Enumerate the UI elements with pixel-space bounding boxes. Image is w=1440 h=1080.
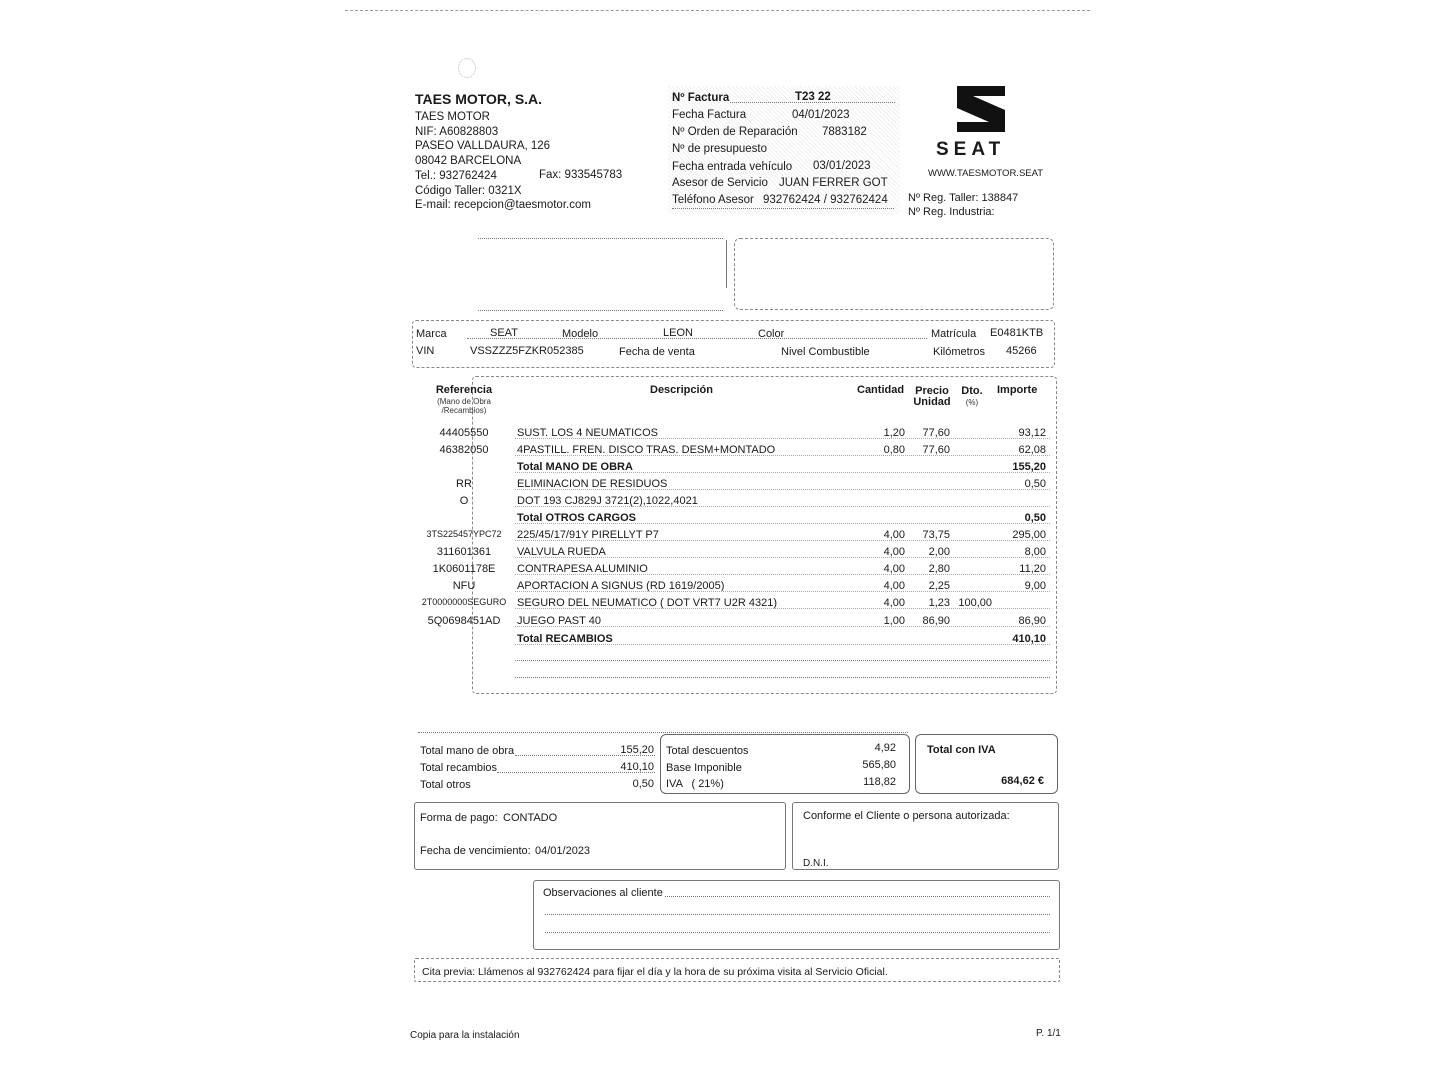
- advisor-phone: 932762424 / 932762424: [763, 194, 888, 206]
- item-desc: VALVULA RUEDA: [517, 546, 606, 558]
- item-ref: NFU: [452, 580, 476, 592]
- leader-dots: [497, 772, 655, 773]
- leader-dots: [545, 914, 1050, 915]
- invoice-date-label: Fecha Factura: [672, 109, 747, 121]
- item-amount: 93,12: [1018, 427, 1046, 439]
- leader-dots: [515, 626, 1050, 627]
- iva: 118,82: [863, 776, 896, 788]
- item-desc: Total MANO DE OBRA: [517, 461, 633, 473]
- item-ref: 5Q0698451AD: [427, 615, 501, 627]
- item-desc: DOT 193 CJ829J 3721(2),1022,4021: [517, 495, 698, 507]
- leader-dots: [515, 574, 1050, 575]
- item-desc: JUEGO PAST 40: [517, 615, 601, 627]
- col-header-dto: Dto.: [961, 385, 983, 397]
- item-desc: CONTRAPESA ALUMINIO: [517, 563, 648, 575]
- reg-industria: Nº Reg. Industria:: [908, 206, 995, 218]
- reg-taller: Nº Reg. Taller: 138847: [908, 192, 1019, 204]
- item-amount: 410,10: [1012, 633, 1046, 645]
- item-desc: SUST. LOS 4 NEUMATICOS: [517, 427, 658, 439]
- scan-mark: [458, 58, 476, 78]
- total-con-iva: 684,62 €: [1001, 775, 1044, 787]
- leader-dots: [515, 644, 1050, 645]
- item-qty: 1,00: [883, 615, 905, 627]
- combustible-label: Nivel Combustible: [781, 346, 870, 358]
- item-desc: APORTACION A SIGNUS (RD 1619/2005): [517, 580, 725, 592]
- conforme-label: Conforme el Cliente o persona autorizada:: [803, 810, 1010, 822]
- col-header-price: Unidad: [913, 396, 951, 408]
- item-amount: 62,08: [1018, 444, 1046, 456]
- company-details: [415, 110, 591, 213]
- item-unit-price: 77,60: [922, 444, 950, 456]
- forma-pago-label: Forma de pago:: [420, 812, 498, 824]
- vehicle-entry-date: 03/01/2023: [813, 160, 871, 172]
- invoice-date: 04/01/2023: [792, 109, 850, 121]
- marca-label: Marca: [416, 328, 447, 340]
- totals-top-line: [418, 732, 908, 733]
- leader-dots: [515, 677, 1050, 678]
- total-mano-obra: 155,20: [620, 744, 654, 756]
- col-header-ref-sub: (Mano de Obra: [437, 397, 491, 406]
- advisor-phone-label: Teléfono Asesor: [672, 194, 754, 206]
- item-ref: RR: [456, 478, 472, 490]
- item-unit-price: 2,80: [928, 563, 950, 575]
- company-name: TAES MOTOR, S.A.: [415, 91, 543, 107]
- item-desc: SEGURO DEL NEUMATICO ( DOT VRT7 U2R 4321): [517, 597, 777, 609]
- item-qty: 4,00: [883, 546, 905, 558]
- color-label: Color: [758, 328, 785, 340]
- item-ref: 46382050: [439, 444, 489, 456]
- col-header-price: Precio: [915, 385, 949, 397]
- leader-dots: [515, 438, 1050, 439]
- forma-pago: CONTADO: [503, 812, 558, 824]
- col-header-dto: (%): [965, 398, 979, 407]
- total-descuentos-label: Total descuentos: [666, 745, 749, 757]
- item-unit-price: 2,00: [928, 546, 950, 558]
- col-header-ref-sub: /Recambios): [441, 406, 487, 415]
- footer-copy: Copia para la instalación: [410, 1030, 520, 1041]
- brand-website: WWW.TAESMOTOR.SEAT: [928, 168, 1044, 179]
- item-ref: 311601361: [436, 546, 492, 558]
- customer-box-top: [478, 238, 723, 239]
- item-qty: 4,00: [883, 529, 905, 541]
- item-amount: 11,20: [1019, 563, 1046, 575]
- item-unit-price: 73,75: [922, 529, 950, 541]
- item-desc: 225/45/17/91Y PIRELLYT P7: [517, 529, 659, 541]
- brand-name: SEAT: [936, 139, 1006, 160]
- leader-dots: [515, 472, 1050, 473]
- company-line: Código Taller: 0321X: [415, 184, 522, 197]
- km-label: Kilómetros: [933, 346, 985, 358]
- item-amount: 0,50: [1024, 478, 1046, 490]
- col-header-ref: Referencia: [435, 384, 493, 396]
- company-line: E-mail: recepcion@taesmotor.com: [415, 199, 591, 212]
- leader-dots: [515, 523, 1050, 524]
- item-desc: ELIMINACION DE RESIDUOS: [517, 478, 668, 490]
- leader-dots: [515, 591, 1050, 592]
- item-amount: 0,50: [1024, 512, 1046, 524]
- leader-dots: [515, 755, 655, 756]
- total-otros: 0,50: [632, 778, 654, 790]
- leader-dots: [515, 660, 1050, 661]
- leader-dots: [515, 506, 1050, 507]
- dni-label: D.N.I.: [803, 858, 829, 869]
- item-qty: 4,00: [883, 597, 905, 609]
- total-mano-obra-label: Total mano de obra: [420, 745, 515, 757]
- item-desc: Total RECAMBIOS: [517, 633, 613, 645]
- marca: SEAT: [490, 327, 518, 339]
- item-unit-price: 86,90: [922, 615, 950, 627]
- modelo: LEON: [663, 327, 693, 339]
- matricula-label: Matrícula: [931, 328, 977, 340]
- service-advisor-label: Asesor de Servicio: [672, 177, 768, 189]
- repair-order-label: Nº Orden de Reparación: [672, 126, 798, 138]
- leader-dots: [515, 455, 1050, 456]
- item-qty: 0,80: [883, 444, 905, 456]
- repair-order: 7883182: [822, 126, 867, 138]
- col-header-qty: Cantidad: [857, 384, 905, 396]
- fecha-venta-label: Fecha de venta: [619, 346, 695, 358]
- page-number: P. 1/1: [1036, 1028, 1061, 1039]
- company-line: 08042 BARCELONA: [415, 155, 522, 168]
- company-line: TAES MOTOR: [415, 111, 490, 123]
- customer-address-box: [734, 238, 1054, 310]
- item-amount: 8,00: [1024, 546, 1046, 558]
- company-line: NIF: A60828803: [415, 125, 499, 138]
- item-unit-price: 2,25: [928, 580, 950, 592]
- leader-dots: [515, 540, 1050, 541]
- modelo-label: Modelo: [562, 328, 599, 340]
- item-qty: 4,00: [883, 580, 905, 592]
- total-descuentos: 4,92: [874, 742, 896, 754]
- total-recambios-label: Total recambios: [420, 762, 498, 774]
- company-fax: Fax: 933545783: [539, 169, 623, 181]
- item-amount: 9,00: [1024, 580, 1046, 592]
- item-amount: 86,90: [1018, 615, 1046, 627]
- company-line: Tel.: 932762424: [415, 169, 497, 182]
- total-con-iva-label: Total con IVA: [927, 744, 996, 756]
- item-amount: 295,00: [1012, 529, 1046, 541]
- base-imponible-label: Base Imponible: [666, 762, 742, 774]
- item-desc: 4PASTILL. FREN. DISCO TRAS. DESM+MONTADO: [517, 444, 776, 456]
- item-ref: 2T0000000SEGURO: [421, 597, 507, 607]
- matricula: E0481KTB: [990, 327, 1044, 339]
- company-line: PASEO VALLDAURA, 126: [415, 140, 551, 153]
- vencimiento-label: Fecha de vencimiento:: [420, 845, 531, 857]
- item-qty: 4,00: [883, 563, 905, 575]
- total-recambios: 410,10: [620, 761, 654, 773]
- vin-label: VIN: [416, 345, 435, 357]
- item-discount: 100,00: [958, 597, 992, 609]
- leader-dots: [545, 932, 1050, 933]
- col-header-imp: Importe: [997, 384, 1038, 396]
- item-ref: O: [459, 495, 469, 507]
- customer-box-bottom: [478, 310, 723, 311]
- item-ref: 3TS225457YPC72: [426, 529, 502, 539]
- cita-previa: Cita previa: Llámenos al 932762424 para fijar el día y la hora de su próxima visita al Servicio Oficial.: [422, 966, 888, 978]
- invoice-number: T23 22: [795, 91, 831, 103]
- km: 45266: [1006, 345, 1037, 357]
- item-ref: 44405550: [439, 427, 489, 439]
- scan-edge-line: [345, 10, 1090, 11]
- leader-dots: [730, 102, 895, 103]
- item-amount: 155,20: [1012, 461, 1046, 473]
- iva-label: IVA ( 21%): [666, 778, 724, 790]
- total-otros-label: Total otros: [420, 779, 471, 791]
- quote-number-label: Nº de presupuesto: [672, 143, 767, 155]
- leader-dots: [515, 557, 1050, 558]
- leader-dots: [665, 896, 1050, 897]
- leader-dots: [515, 489, 1050, 490]
- base-imponible: 565,80: [862, 759, 896, 771]
- vencimiento: 04/01/2023: [535, 845, 591, 857]
- observaciones-label: Observaciones al cliente: [543, 887, 663, 899]
- leader-dots: [467, 338, 927, 339]
- leader-dots: [672, 208, 894, 209]
- item-desc: Total OTROS CARGOS: [517, 512, 636, 524]
- invoice-number-label: Nº Factura: [672, 92, 730, 104]
- item-unit-price: 1,23: [928, 597, 950, 609]
- service-advisor: JUAN FERRER GOT: [779, 177, 888, 189]
- vehicle-entry-label: Fecha entrada vehículo: [672, 161, 793, 173]
- col-header-desc: Descripción: [650, 384, 713, 396]
- customer-box-divider: [726, 240, 727, 288]
- leader-dots: [515, 608, 1050, 609]
- item-ref: 1K0601178E: [432, 563, 496, 575]
- item-unit-price: 77,60: [922, 427, 950, 439]
- vin: VSSZZZ5FZKR052385: [470, 345, 584, 357]
- seat-logo-icon: [953, 84, 1009, 134]
- item-qty: 1,20: [883, 427, 905, 439]
